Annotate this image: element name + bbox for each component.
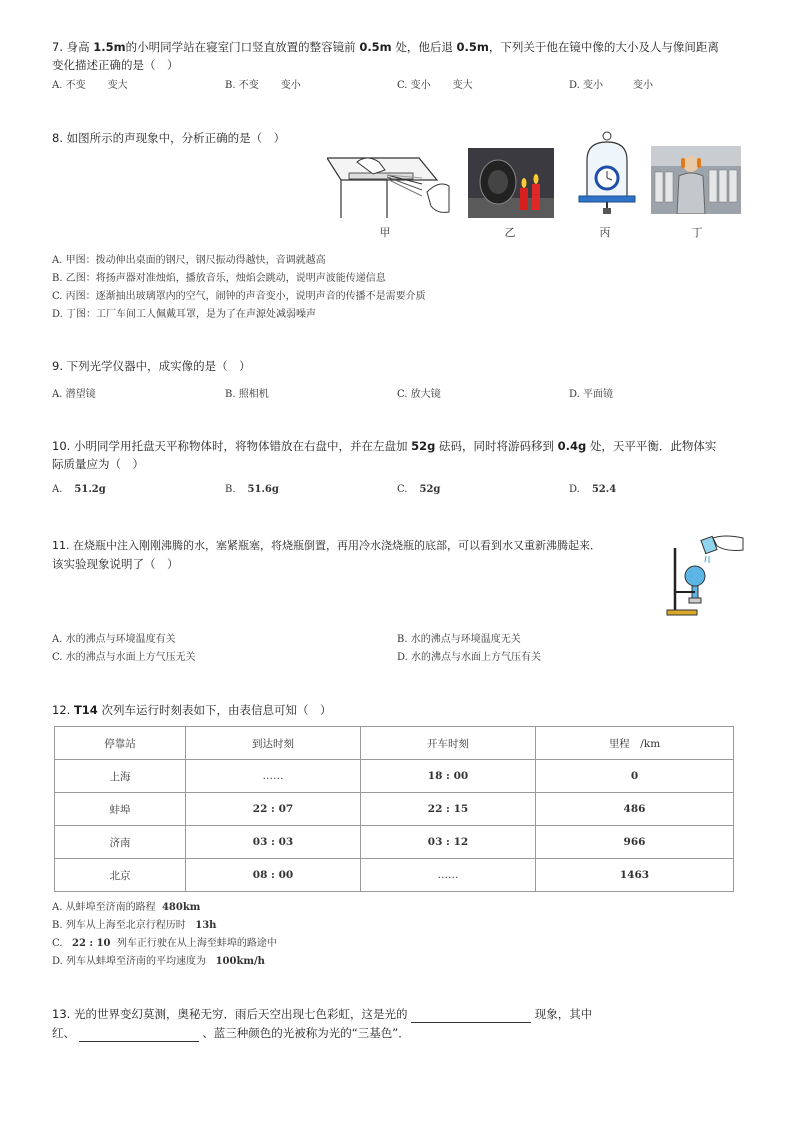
table-cell: 济南 xyxy=(55,826,186,859)
table-cell: …… xyxy=(361,859,536,892)
table-cell: 08 : 00 xyxy=(186,859,361,892)
q9-option-b[interactable]: B. 照相机 xyxy=(225,389,269,400)
q13-line1: 13. 光的世界变幻莫测，奥秘无穷．雨后天空出现七色彩虹，这是光的 现象，其中 xyxy=(52,1007,593,1021)
q12-stem: 12. T14 次列车运行时刻表如下，由表信息可知（ ） xyxy=(52,703,332,717)
table-cell: 0 xyxy=(536,760,734,793)
header-cell: 开车时刻 xyxy=(361,727,536,760)
header-cell: 里程 /km xyxy=(536,727,734,760)
table-cell: 03 : 12 xyxy=(361,826,536,859)
q8-option-b[interactable]: B. 乙图：将扬声器对准烛焰，播放音乐，烛焰会跳动，说明声波能传递信息 xyxy=(52,273,386,284)
table-row xyxy=(55,859,734,892)
table-cell: 蚌埠 xyxy=(55,793,186,826)
table-row xyxy=(55,793,734,826)
q12-option-a[interactable]: A. 从蚌埠至济南的路程 480km xyxy=(52,902,201,913)
table-cell: 966 xyxy=(536,826,734,859)
q9-option-a[interactable]: A. 潜望镜 xyxy=(52,389,96,400)
speaker-candle-image xyxy=(468,148,554,218)
q10-option-a[interactable]: A. 51.2g xyxy=(52,484,106,495)
table-cell: 1463 xyxy=(536,859,734,892)
q8-option-a[interactable]: A. 甲图：拨动伸出桌面的钢尺，钢尺振动得越快，音调就越高 xyxy=(52,255,326,266)
q13-line2: 红、 、蓝三种颜色的光被称为光的“三基色”． xyxy=(52,1026,410,1040)
q10-option-c[interactable]: C. 52g xyxy=(397,484,441,495)
figure-caption-ding: 丁 xyxy=(691,226,703,239)
figure-caption-yi: 乙 xyxy=(504,226,516,239)
q9-option-c[interactable]: C. 放大镜 xyxy=(397,389,441,400)
table-cell: 22 : 07 xyxy=(186,793,361,826)
factory-worker-earmuffs-image xyxy=(651,146,741,214)
table-header-row xyxy=(55,727,734,760)
q11-option-a[interactable]: A. 水的沸点与环境温度有关 xyxy=(52,634,176,645)
q9-option-d[interactable]: D. 平面镜 xyxy=(569,389,614,400)
header-cell: 到达时刻 xyxy=(186,727,361,760)
q8-stem: 8. 如图所示的声现象中，分析正确的是（ ） xyxy=(52,131,286,145)
q11-stem-line2: 该实验现象说明了（ ） xyxy=(52,557,179,571)
q7-option-b[interactable]: B. 不变 变小 xyxy=(225,80,301,91)
q10-option-d[interactable]: D. 52.4 xyxy=(569,484,617,495)
q7-option-d[interactable]: D. 变小 变小 xyxy=(569,80,654,91)
header-cell: 停靠站 xyxy=(55,727,186,760)
bell-jar-alarm-image xyxy=(577,130,637,218)
q13-blank-1[interactable] xyxy=(411,1008,531,1023)
q11-option-c[interactable]: C. 水的沸点与水面上方气压无关 xyxy=(52,652,196,663)
flask-boiling-apparatus-image xyxy=(665,532,745,618)
figure-caption-jia: 甲 xyxy=(379,226,391,239)
table-cell: 上海 xyxy=(55,760,186,793)
table-cell: 18 : 00 xyxy=(361,760,536,793)
q11-stem: 11. 在烧瓶中注入刚刚沸腾的水，塞紧瓶塞，将烧瓶倒置，再用冷水浇烧瓶的底部，可以看到水又重新沸腾起来． xyxy=(52,539,601,552)
q11-option-b[interactable]: B. 水的沸点与环境温度无关 xyxy=(397,634,521,645)
q7-stem: 7. 身高 1.5m的小明同学站在寝室门口竖直放置的整容镜前 0.5m 处，他后退 0.5m，下列关于他在镜中像的大小及人与像间距离 xyxy=(52,40,719,54)
table-row xyxy=(55,826,734,859)
table-cell: 22 : 15 xyxy=(361,793,536,826)
table-cell: 北京 xyxy=(55,859,186,892)
q7-option-c[interactable]: C. 变小 变大 xyxy=(397,80,473,91)
q8-option-d[interactable]: D. 丁图：工厂车间工人佩戴耳罩，是为了在声源处减弱噪声 xyxy=(52,309,317,320)
table-cell: 03 : 03 xyxy=(186,826,361,859)
q8-option-c[interactable]: C. 丙图：逐渐抽出玻璃罩内的空气，闹钟的声音变小，说明声音的传播不是需要介质 xyxy=(52,291,426,302)
train-timetable xyxy=(54,726,734,892)
q12-option-d[interactable]: D. 列车从蚌埠至济南的平均速度为 100km/h xyxy=(52,956,265,967)
q13-blank-2[interactable] xyxy=(79,1027,199,1042)
figure-caption-bing: 丙 xyxy=(599,226,611,239)
q7-distance-value: 0.5m xyxy=(359,40,392,54)
q7-option-a[interactable]: A. 不变 变大 xyxy=(52,80,128,91)
ruler-on-table-image xyxy=(327,150,452,220)
table-cell: 486 xyxy=(536,793,734,826)
table-row xyxy=(55,760,734,793)
q7-height-value: 1.5m xyxy=(93,40,126,54)
q7-step-value: 0.5m xyxy=(456,40,489,54)
q12-option-c[interactable]: C. 22 : 10 列车正行驶在从上海至蚌埠的路途中 xyxy=(52,938,277,949)
q12-option-b[interactable]: B. 列车从上海至北京行程历时 13h xyxy=(52,920,217,931)
q7-stem-line2: 变化描述正确的是（ ） xyxy=(52,58,179,72)
q11-option-d[interactable]: D. 水的沸点与水面上方气压有关 xyxy=(397,652,542,663)
q10-weight-value: 52g xyxy=(411,439,436,453)
table-cell: …… xyxy=(186,760,361,793)
q10-option-b[interactable]: B. 51.6g xyxy=(225,484,279,495)
q12-train-number: T14 xyxy=(73,703,98,717)
q10-rider-value: 0.4g xyxy=(557,439,587,453)
q10-stem-line2: 际质量应为（ ） xyxy=(52,457,144,471)
q10-stem: 10. 小明同学用托盘天平称物体时，将物体错放在右盘中，并在左盘加 52g 砝码，同时将游码移到 0.4g 处，天平平衡．此物体实 xyxy=(52,439,717,453)
q9-stem: 9. 下列光学仪器中，成实像的是（ ） xyxy=(52,359,251,373)
